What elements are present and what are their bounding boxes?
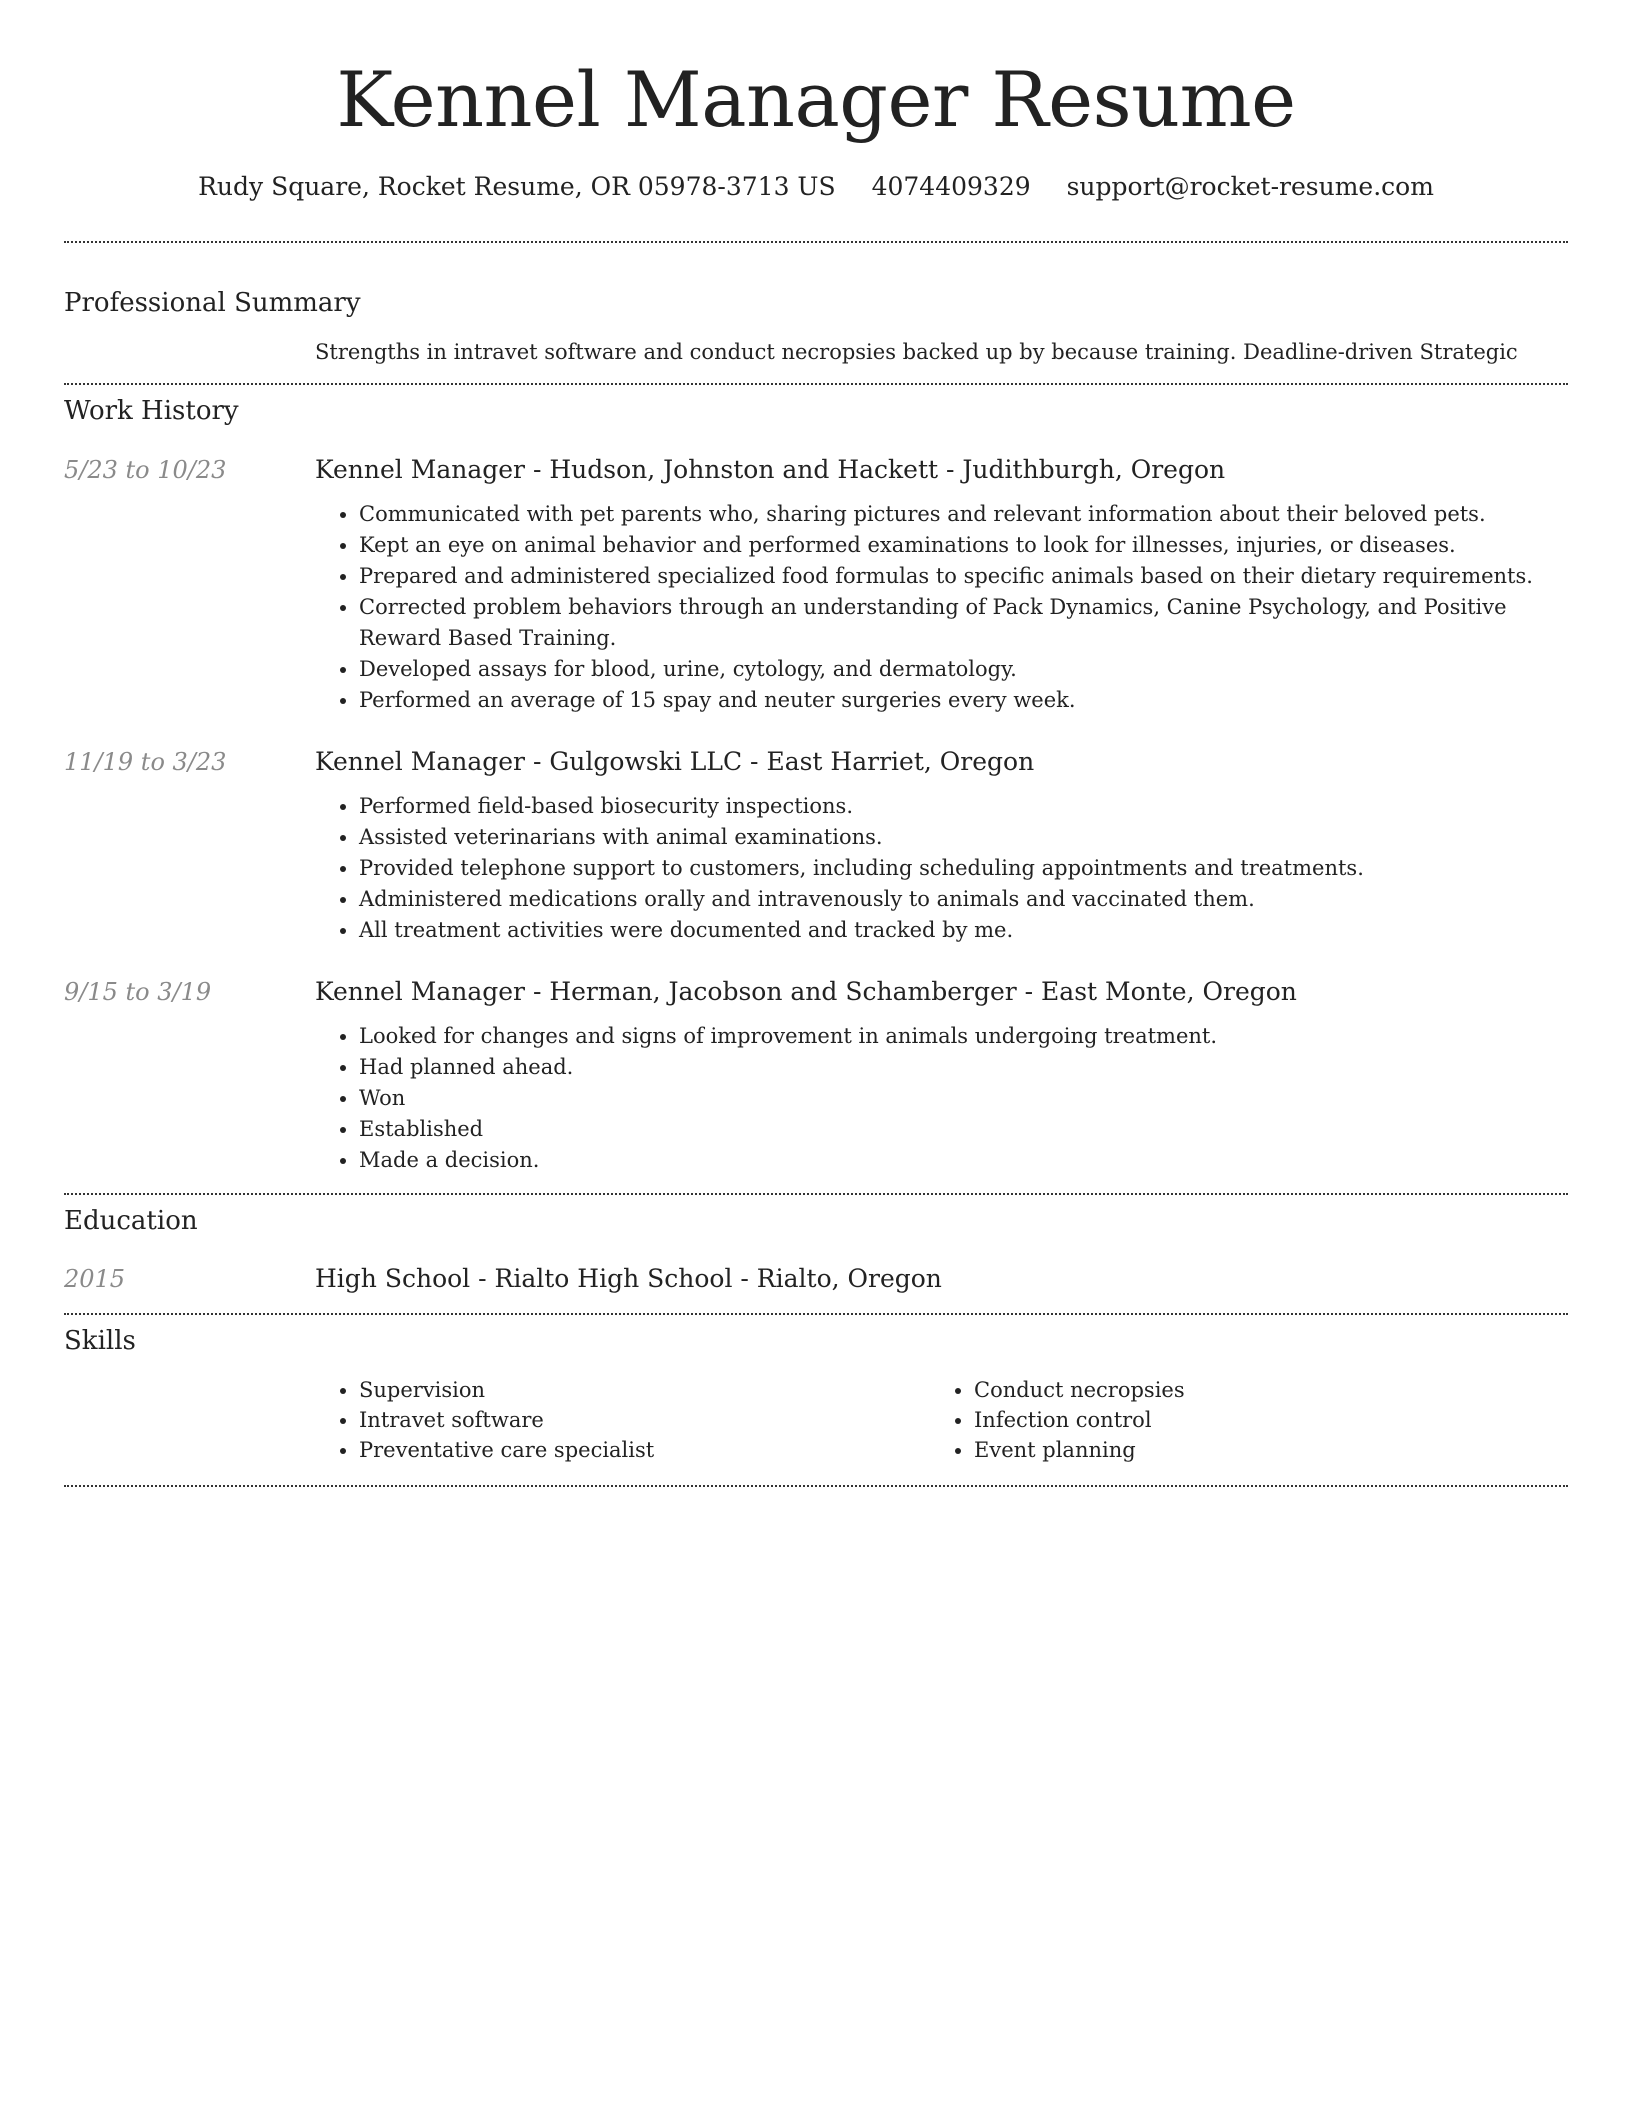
skills-row	[64, 1375, 1568, 1465]
skills-column-1	[315, 1375, 930, 1465]
job-dates: 9/15 to 3/19	[64, 978, 212, 1006]
job-title: Kennel Manager - Herman, Jacobson and Schamberger - East Monte, Oregon	[315, 977, 1297, 1006]
skill-item: • Intravet software	[359, 1405, 930, 1435]
summary-row	[64, 337, 1568, 368]
skill-item: • Infection control	[974, 1405, 1545, 1435]
job-entry	[64, 453, 1568, 716]
list-item: • Administered medications orally and intravenously to animals and vaccinated them.	[359, 884, 1568, 915]
list-item: • Provided telephone support to customers, including scheduling appointments and treatments.	[359, 853, 1568, 884]
skill-item: • Supervision	[359, 1375, 930, 1405]
skill-item: • Conduct necropsies	[974, 1375, 1545, 1405]
job-entry	[64, 745, 1568, 946]
job-dates: 11/19 to 3/23	[64, 748, 227, 776]
contact-address: Rudy Square, Rocket Resume, OR 05978-3713 US	[198, 172, 836, 201]
list-item: • Won	[359, 1083, 1568, 1114]
education-entry	[64, 1262, 1568, 1296]
list-item: • Made a decision.	[359, 1145, 1568, 1176]
list-item: • Performed an average of 15 spay and neuter surgeries every week.	[359, 685, 1568, 716]
work-history-section	[64, 385, 1568, 1176]
contact-line	[64, 170, 1568, 204]
job-bullets	[315, 791, 1568, 946]
list-item: • Looked for changes and signs of improvement in animals undergoing treatment.	[359, 1021, 1568, 1052]
skills-section	[64, 1315, 1568, 1465]
section-divider	[64, 1485, 1568, 1487]
skills-heading: Skills	[64, 1326, 136, 1356]
list-item: • Communicated with pet parents who, sharing pictures and relevant information about their beloved pets.	[359, 499, 1568, 530]
job-dates: 5/23 to 10/23	[64, 456, 227, 484]
contact-phone: 4074409329	[871, 172, 1031, 201]
list-item: • Corrected problem behaviors through an understanding of Pack Dynamics, Canine Psychology, and Positive Reward Based Training.	[359, 592, 1568, 654]
education-heading: Education	[64, 1206, 198, 1236]
contact-email: support@rocket-resume.com	[1066, 172, 1434, 201]
resume-title: Kennel Manager Resume	[336, 55, 1296, 144]
list-item: • All treatment activities were documented and tracked by me.	[359, 915, 1568, 946]
work-history-heading: Work History	[64, 396, 239, 426]
list-item: • Prepared and administered specialized food formulas to specific animals based on their dietary requirements.	[359, 561, 1568, 592]
summary-text: Strengths in intravet software and conduct necropsies backed up by because training. Deadline-driven Strategic	[315, 340, 1518, 364]
skill-item: • Preventative care specialist	[359, 1435, 930, 1465]
skills-column-2	[930, 1375, 1545, 1465]
job-bullets	[315, 499, 1568, 716]
list-item: • Had planned ahead.	[359, 1052, 1568, 1083]
skills-grid	[315, 1375, 1568, 1465]
job-title: Kennel Manager - Hudson, Johnston and Hackett - Judithburgh, Oregon	[315, 455, 1226, 484]
resume-header	[64, 0, 1568, 204]
education-year: 2015	[64, 1265, 126, 1293]
summary-section	[64, 243, 1568, 368]
list-item: • Established	[359, 1114, 1568, 1145]
education-title: High School - Rialto High School - Rialto, Oregon	[315, 1264, 942, 1293]
list-item: • Assisted veterinarians with animal examinations.	[359, 822, 1568, 853]
summary-heading: Professional Summary	[64, 288, 361, 318]
list-item: • Developed assays for blood, urine, cytology, and dermatology.	[359, 654, 1568, 685]
skill-item: • Event planning	[974, 1435, 1545, 1465]
list-item: • Kept an eye on animal behavior and performed examinations to look for illnesses, injuries, or diseases.	[359, 530, 1568, 561]
job-title: Kennel Manager - Gulgowski LLC - East Harriet, Oregon	[315, 747, 1035, 776]
education-section	[64, 1195, 1568, 1296]
list-item: • Performed field-based biosecurity inspections.	[359, 791, 1568, 822]
job-bullets	[315, 1021, 1568, 1176]
job-entry	[64, 975, 1568, 1176]
